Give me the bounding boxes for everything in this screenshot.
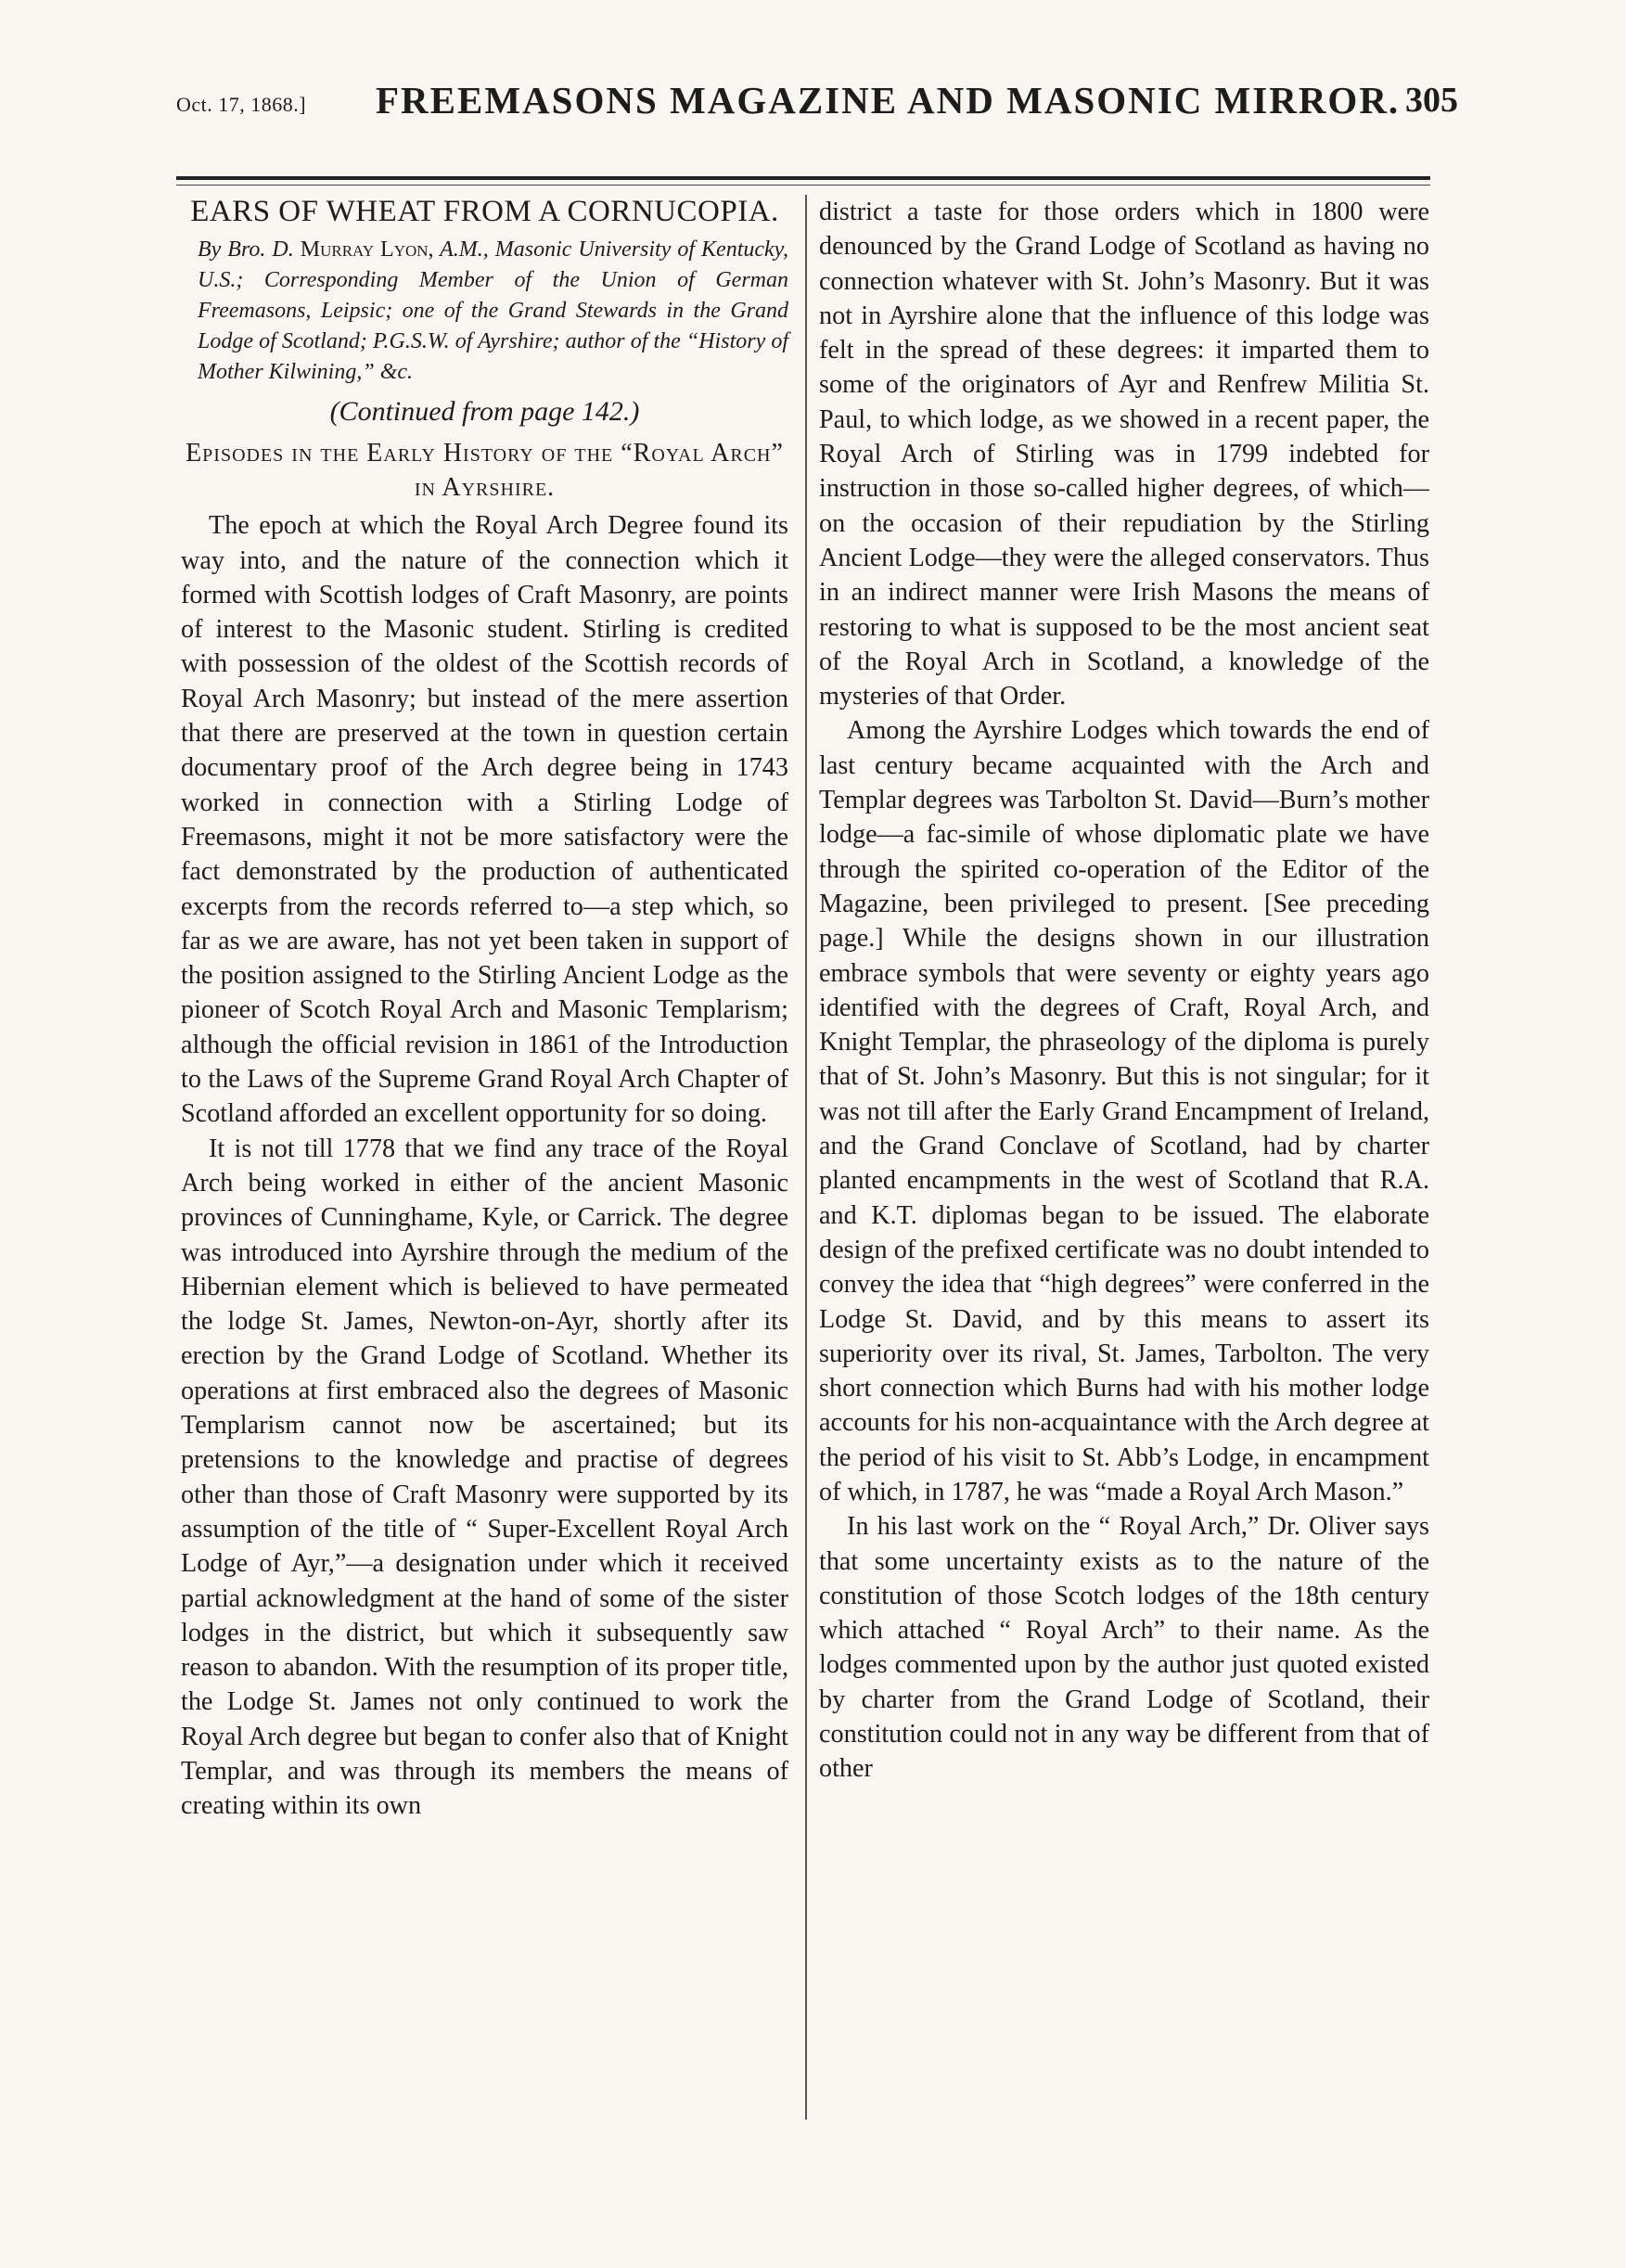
continued-note: (Continued from page 142.) — [329, 396, 640, 428]
column-divider — [805, 195, 807, 2120]
byline-credentials: A.M., Masonic University of Kentucky, U.S.; Corresponding Member of the Union of German Freemasons, Leipsic; one of the Grand Stewards in the Grand Lodge of Scotland; P.G.S.W. of Ayrshire; author of the “History of Mother Kilwining,” &c. — [198, 237, 789, 385]
header-rule-thin — [176, 185, 1430, 186]
paragraph: In his last work on the “ Royal Arch,” Dr. Oliver says that some uncertainty exists as to the nature of the constitution of those Scotch lodges of the 18th century which attached “ Royal Arch” to their name. As the lodges commented upon by the author just quoted existed by charter from the Grand Lodge of Scotland, their constitution could not in any way be different from that of other — [819, 1512, 1429, 1784]
article-title: EARS OF WHEAT FROM A CORNUCOPIA. — [190, 195, 779, 228]
byline-prefix: By Bro. D. — [198, 237, 294, 263]
right-column — [819, 195, 1429, 1787]
paragraph: Among the Ayrshire Lodges which towards the end of last century became acquainted with the Arch and Templar degrees was Tarbolton St. David—Burn’s mother lodge—a fac-simile of whose diplomatic plate we have through the spirited co-operation of the Editor of the Magazine, been privileged to present. [See preceding page.] While the designs shown in our illustration embrace symbols that were seventy or eighty years ago identified with the degrees of Craft, Royal Arch, and Knight Templar, the phraseology of the diploma is purely that of St. John’s Masonry. But this is not singular; for it was not till after the Early Grand Encampment of Ireland, and the Grand Conclave of Scotland, had by charter planted encampments in the west of Scotland that R.A. and K.T. diplomas began to be issued. The elaborate design of the prefixed certificate was no doubt intended to convey the idea that “high degrees” were conferred in the Lodge St. David, and by this means to assert its superiority over its rival, St. James, Tarbolton. The very short connection which Burns had with his mother lodge accounts for his non-acquaintance with the Arch degree at the period of his visit to St. Abb’s Lodge, in encampment of which, in 1787, he was “made a Royal Arch Mason.” — [819, 716, 1429, 1506]
paragraph: It is not till 1778 that we find any trace of the Royal Arch being worked in either of the ancient Masonic provinces of Cunninghame, Kyle, or Carrick. The degree was introduced into Ayrshire through the medium of the Hibernian element which is believed to have permeated the lodge St. James, Newton-on-Ayr, shortly after its erection by the Grand Lodge of Scotland. Whether its operations at first embraced also the degrees of Masonic Templarism cannot now be ascertained; but its pretensions to the knowledge and practise of degrees other than those of Craft Masonry were supported by its assumption of the title of “ Super-Excellent Royal Arch Lodge of Ayr,”—a designation under which it received partial acknowledgment at the hand of some of the sister lodges in the district, but which it subsequently saw reason to abandon. With the resumption of its proper title, the Lodge St. James not only continued to work the Royal Arch degree but began to confer also that of Knight Templar, and was through its members the means of creating within its own — [181, 1134, 788, 1821]
header-rule-thick — [176, 176, 1430, 180]
byline — [181, 235, 788, 388]
running-head — [176, 72, 1475, 128]
publication-title: FREEMASONS MAGAZINE AND MASONIC MIRROR. — [376, 79, 1401, 122]
page-number: 305 — [1405, 81, 1458, 120]
issue-date: Oct. 17, 1868.] — [176, 93, 307, 116]
paragraph: The epoch at which the Royal Arch Degree found its way into, and the nature of the connection which it formed with Scottish lodges of Craft Masonry, are points of interest to the Masonic student. Stirling is credited with possession of the oldest of the Scottish records of Royal Arch Masonry; but instead of the mere assertion that there are preserved at the town in question certain documentary proof of the Arch degree being in 1743 worked in connection with a Stirling Lodge of Freemasons, might it not be more satisfactory were the fact demonstrated by the production of authenticated excerpts from the records referred to—a step which, so far as we are aware, has not yet been taken in support of the position assigned to the Stirling Ancient Lodge as the pioneer of Scotch Royal Arch and Masonic Templarism; although the official revision in 1861 of the Introduction to the Laws of the Supreme Grand Royal Arch Chapter of Scotland afforded an excellent opportunity for so doing. — [181, 511, 788, 1129]
paragraph-continuation: district a taste for those orders which in 1800 were denounced by the Grand Lodge of Scotland as having no connection whatever with St. John’s Masonry. But it was not in Ayrshire alone that the influence of this lodge was felt in the spread of these degrees: it imparted them to some of the originators of Ayr and Renfrew Militia St. Paul, to which lodge, as we showed in a recent paper, the Royal Arch of Stirling was in 1799 indebted for instruction in those so-called higher degrees, of which—on the occasion of their repudiation by the Stirling Ancient Lodge—they were the alleged conservators. Thus in an indirect manner were Irish Masons the means of restoring to what is supposed to be the most ancient seat of the Royal Arch in Scotland, a knowledge of the mysteries of that Order. — [819, 198, 1429, 711]
left-column — [181, 195, 788, 1824]
byline-author: Murray Lyon, — [300, 237, 434, 263]
section-heading: Episodes in the Early History of the “Royal Arch” in Ayrshire. — [186, 439, 784, 503]
